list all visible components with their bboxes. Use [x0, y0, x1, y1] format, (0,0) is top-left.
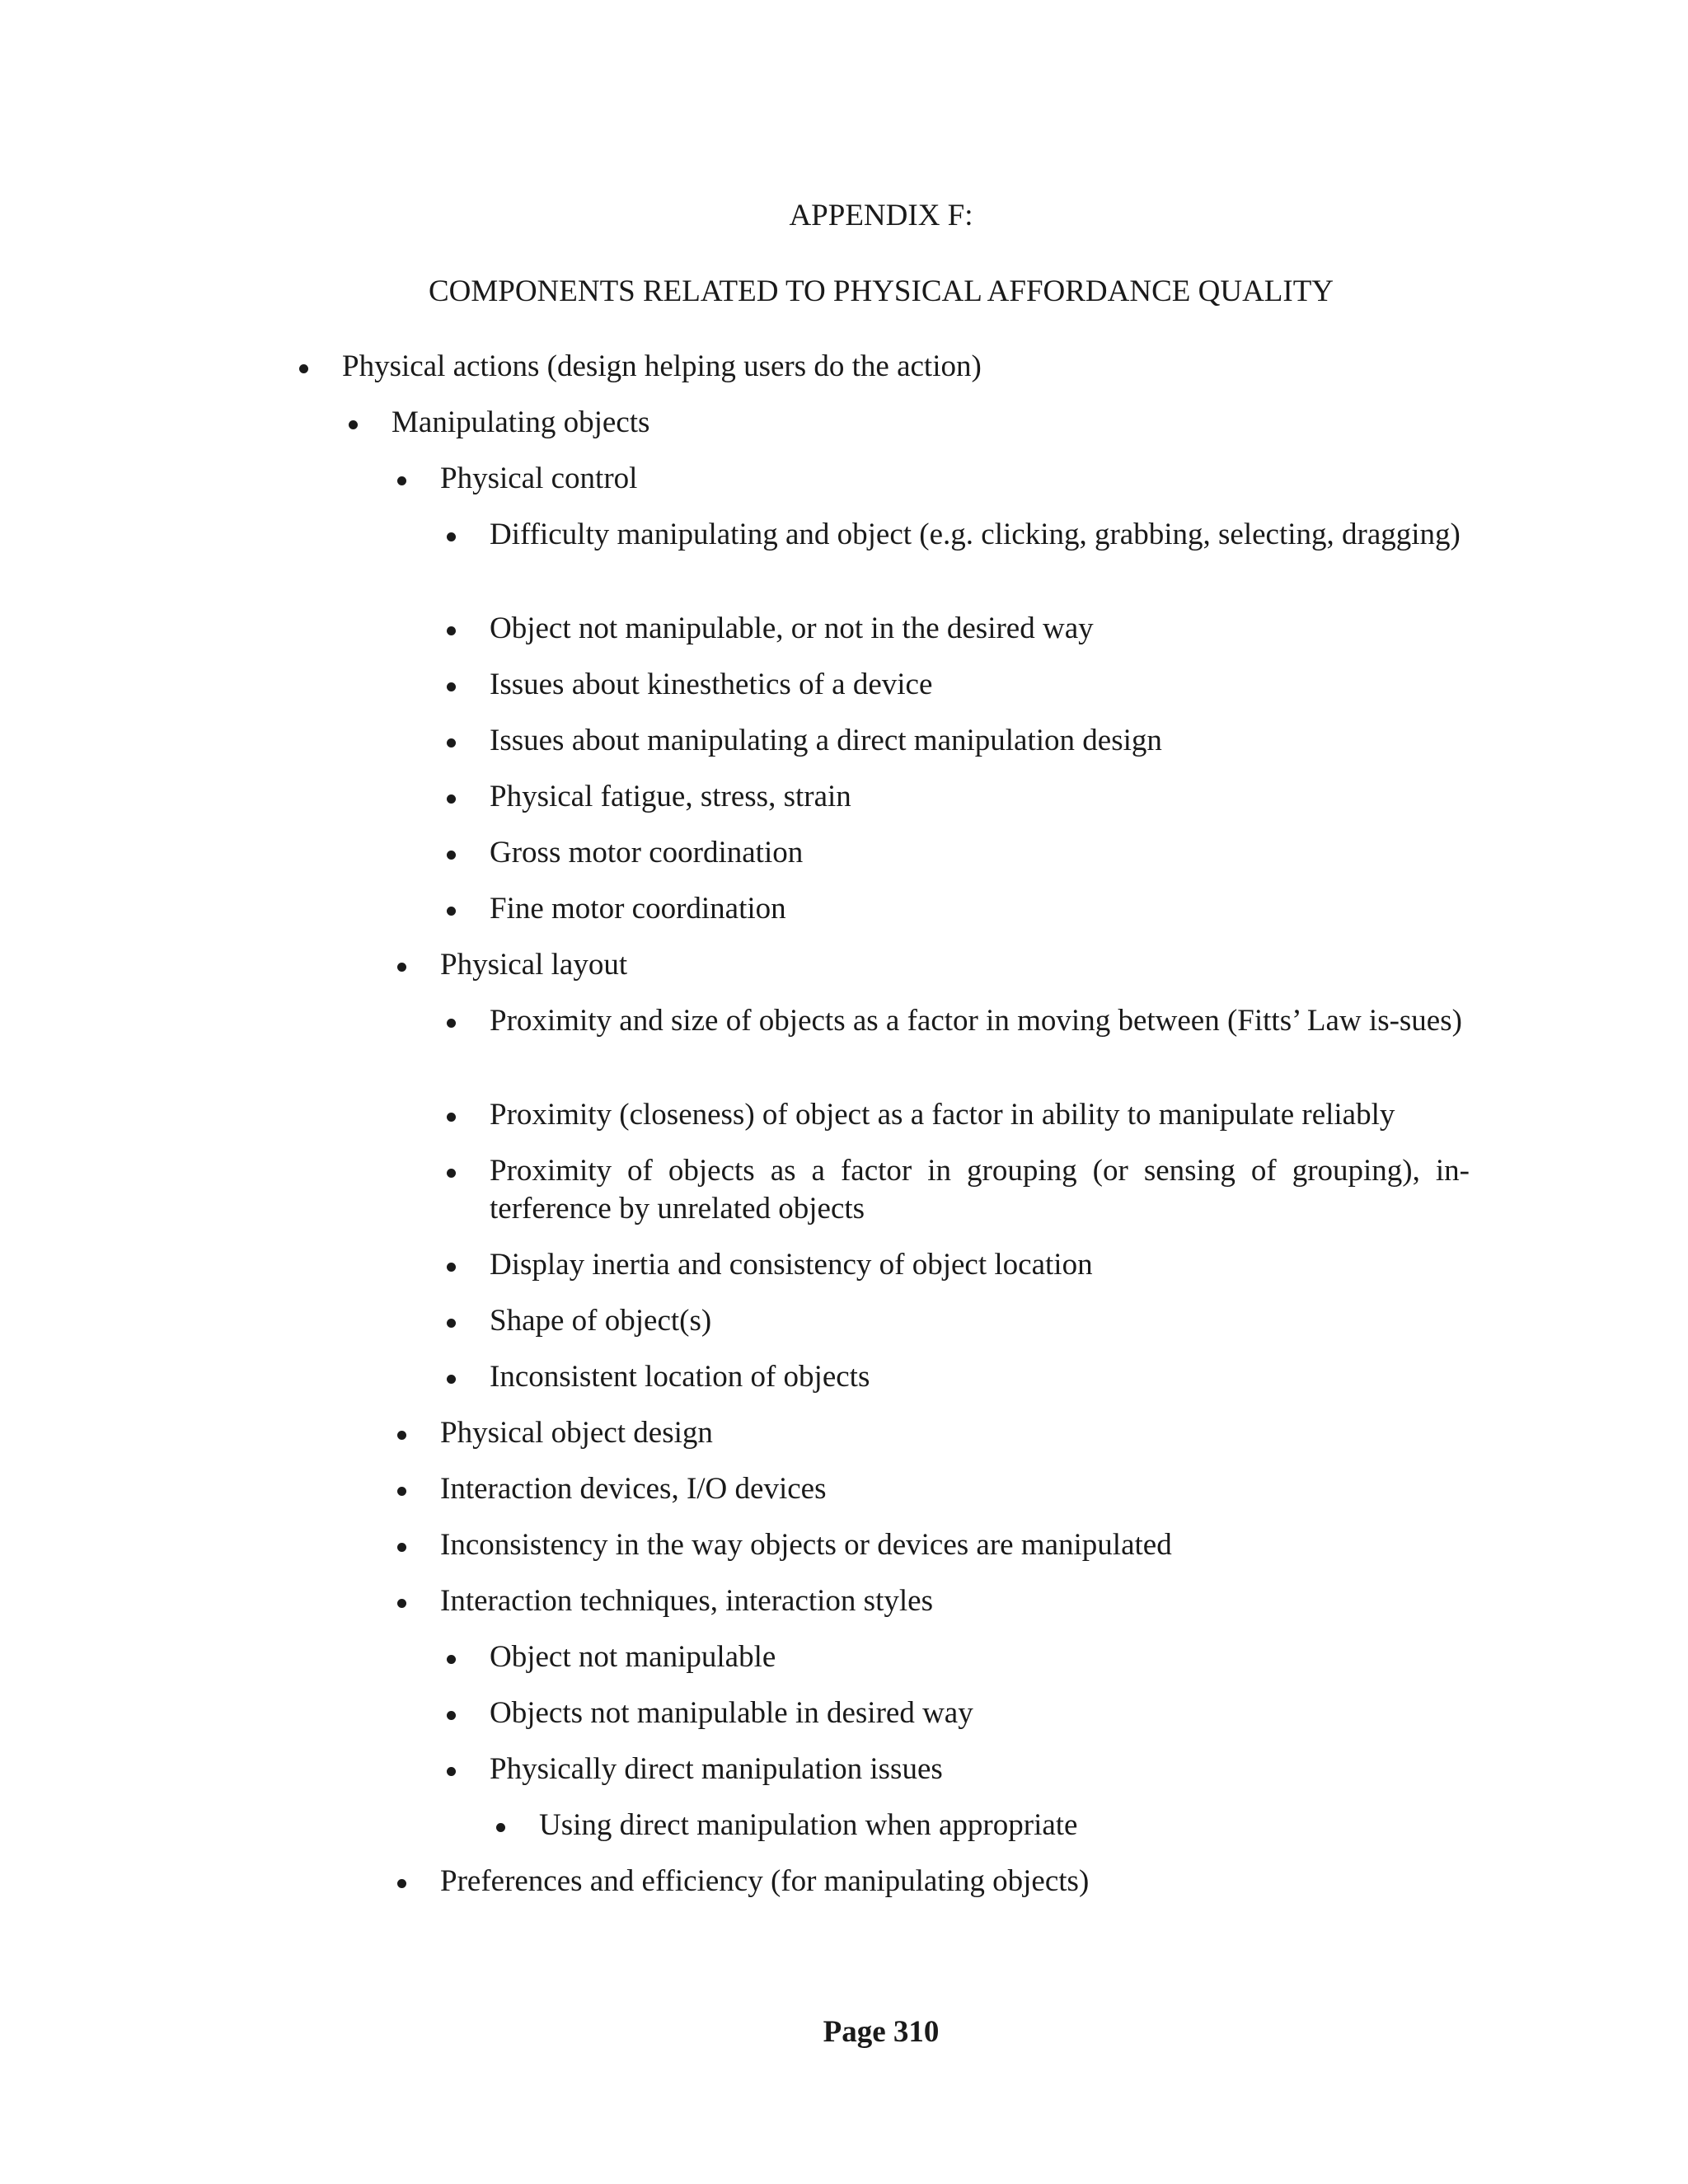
bullet-icon [447, 738, 456, 748]
bullet-icon [447, 794, 456, 804]
bullet-icon [447, 851, 456, 860]
bullet-icon [496, 1823, 505, 1832]
outline-item: Physical object design [440, 1414, 1470, 1452]
bullet-icon [447, 1375, 456, 1384]
bullet-icon [447, 1319, 456, 1328]
bullet-icon [397, 1431, 406, 1440]
outline-item: Preferences and efficiency (for manipulating objects) [440, 1863, 1470, 1900]
outline-item: Proximity and size of objects as a factor in moving between (Fitts’ Law is-sues) [490, 1002, 1470, 1040]
bullet-icon [447, 907, 456, 916]
outline-item: Using direct manipulation when appropriate [539, 1807, 1470, 1844]
bullet-icon [397, 1543, 406, 1552]
outline-item: Issues about kinesthetics of a device [490, 666, 1470, 704]
outline-item: Physical actions (design helping users do the action) [342, 348, 1470, 386]
outline-item: Objects not manipulable in desired way [490, 1694, 1470, 1732]
outline-item: Physically direct manipulation issues [490, 1750, 1470, 1788]
outline-item: Physical control [440, 460, 1470, 498]
outline-item: Interaction techniques, interaction styles [440, 1582, 1470, 1620]
bullet-icon [397, 1487, 406, 1496]
bullet-icon [447, 1263, 456, 1272]
bullet-icon [447, 1767, 456, 1776]
outline-item: Object not manipulable, or not in the desired way [490, 610, 1470, 648]
bullet-icon [397, 1599, 406, 1608]
page-number: Page 310 [823, 2015, 940, 2049]
bullet-icon [447, 1113, 456, 1122]
outline-item: Fine motor coordination [490, 890, 1470, 928]
outline-item: Issues about manipulating a direct manipulation design [490, 722, 1470, 760]
bullet-icon [447, 1169, 456, 1178]
section-title: COMPONENTS RELATED TO PHYSICAL AFFORDANCE QUALITY [428, 274, 1334, 308]
outline-item: Physical fatigue, stress, strain [490, 778, 1470, 816]
bullet-icon [447, 532, 456, 541]
bullet-icon [447, 626, 456, 635]
bullet-icon [447, 1019, 456, 1028]
outline-item: Proximity of objects as a factor in grouping (or sensing of grouping), in-terference by unrelated objects [490, 1152, 1470, 1228]
bullet-icon [447, 1655, 456, 1664]
outline-item: Object not manipulable [490, 1638, 1470, 1676]
outline-item: Display inertia and consistency of object location [490, 1246, 1470, 1284]
outline-item: Difficulty manipulating and object (e.g. clicking, grabbing, selecting, dragging) [490, 516, 1470, 554]
outline-item: Inconsistent location of objects [490, 1358, 1470, 1396]
outline-item: Shape of object(s) [490, 1302, 1470, 1340]
bullet-icon [447, 1711, 456, 1720]
outline-item: Interaction devices, I/O devices [440, 1470, 1470, 1508]
bullet-icon [397, 476, 406, 485]
outline-item: Inconsistency in the way objects or devices are manipulated [440, 1526, 1470, 1564]
outline-item: Gross motor coordination [490, 834, 1470, 872]
outline-item: Physical layout [440, 946, 1470, 984]
bullet-icon [447, 682, 456, 691]
bullet-icon [397, 1879, 406, 1888]
appendix-title: APPENDIX F: [789, 199, 973, 232]
bullet-icon [349, 420, 358, 429]
outline-item: Proximity (closeness) of object as a factor in ability to manipulate reliably [490, 1096, 1470, 1134]
bullet-icon [299, 364, 308, 373]
outline-item: Manipulating objects [392, 404, 1470, 442]
bullet-icon [397, 963, 406, 972]
